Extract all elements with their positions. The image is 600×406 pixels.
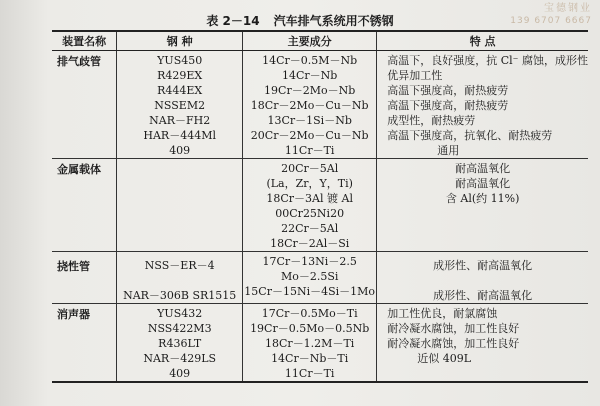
steel-grade: 409: [169, 367, 191, 380]
header-features: 特 点: [377, 31, 588, 51]
composition: 13Cr－1Si－Nb: [267, 114, 352, 127]
steel-grade: HAR－444Ml: [143, 129, 216, 142]
table-row: [52, 252, 588, 304]
composition: (La，Zr，Y，Ti): [266, 177, 353, 190]
steel-grade: [117, 273, 242, 288]
stainless-steel-table: [52, 30, 588, 383]
table-caption: 汽车排气系统用不锈钢: [273, 14, 394, 28]
feature: 高温下强度高，耐热疲劳: [387, 99, 509, 112]
feature: 通用: [437, 144, 460, 157]
composition: 20Cr－2Mo－Cu－Nb: [250, 129, 369, 142]
steel-grade: YUS432: [157, 307, 203, 320]
header-device: 装置名称: [52, 31, 117, 51]
feature: 高温下，良好强度，抗 Cl⁻ 腐蚀，成形性: [387, 54, 588, 67]
features-cell: [377, 159, 588, 252]
composition: 22Cr－5Al: [281, 222, 339, 235]
device-name: 消声器: [52, 304, 117, 383]
composition: 18Cr－2Al－Si: [270, 237, 350, 250]
steel-grade: NAR－306B SR1515: [123, 289, 237, 302]
table-number: 表 2－14: [206, 14, 260, 28]
composition: 17Cr－0.5Mo－Ti: [261, 307, 358, 320]
header-composition: 主要成分: [243, 31, 377, 51]
feature: 成形性、耐高温氧化: [433, 289, 533, 302]
feature: 成型性，耐热疲劳: [387, 114, 476, 127]
composition: 11Cr－Ti: [284, 367, 335, 380]
composition: 14Cr－Nb: [282, 69, 338, 82]
steel-cell: [117, 51, 243, 159]
feature: 耐冷凝水腐蚀，加工性良好: [387, 337, 520, 350]
steel-grade: NSS422M3: [147, 322, 212, 335]
steel-grade: NSS－ER－4: [144, 259, 215, 272]
composition: 11Cr－Ti: [284, 144, 335, 157]
header-steel: 钢 种: [117, 31, 243, 51]
steel-cell: [117, 304, 243, 383]
feature: 近似 409L: [417, 352, 472, 365]
device-name: 挠性管: [52, 252, 117, 304]
table-row: [52, 51, 588, 159]
steel-grade: YUS450: [157, 54, 203, 67]
feature: 高温下强度高，耐热疲劳: [387, 84, 509, 97]
watermark-company: 宝德钢业: [544, 3, 592, 14]
table-row: [52, 159, 588, 252]
watermark-phone: 139 6707 6667: [510, 16, 592, 26]
steel-cell: [117, 252, 243, 304]
header-row: [52, 31, 588, 51]
steel-grade: R429EX: [157, 69, 203, 82]
steel-cell: [117, 159, 243, 252]
table-row: [52, 304, 588, 383]
feature: 高温下强度高，抗氧化、耐热疲劳: [387, 129, 553, 142]
composition: 18Cr－1.2M－Ti: [265, 337, 355, 350]
composition-cell: [243, 159, 377, 252]
composition: 14Cr－Nb－Ti: [271, 352, 349, 365]
feature: 加工性优良，耐氯腐蚀: [387, 307, 498, 320]
composition: 00Cr25Ni20: [275, 207, 345, 220]
feature: 耐高温氧化: [455, 177, 511, 190]
composition: 18Cr－2Mo－Cu－Nb: [250, 99, 369, 112]
composition: 19Cr－0.5Mo－0.5Nb: [250, 322, 370, 335]
features-cell: [377, 51, 588, 159]
steel-grade: R444EX: [157, 84, 203, 97]
composition: 15Cr－15Ni－4Si－1Mo: [244, 285, 376, 298]
features-cell: [377, 304, 588, 383]
features-cell: [377, 252, 588, 304]
device-name: 排气歧管: [52, 51, 117, 159]
composition: 19Cr－2Mo－Nb: [264, 84, 356, 97]
composition-cell: [243, 252, 377, 304]
steel-grade: R436LT: [158, 337, 202, 350]
composition: 18Cr－3Al 镀 Al: [266, 192, 353, 205]
steel-grade: NAR－429LS: [143, 352, 217, 365]
steel-grade: NAR－FH2: [149, 114, 211, 127]
composition: Mo－2.5Si: [280, 270, 339, 283]
steel-grade: 409: [169, 144, 191, 157]
composition: 17Cr－13Ni－2.5: [262, 255, 357, 268]
feature: 耐冷凝水腐蚀，加工性良好: [387, 322, 520, 335]
composition: 20Cr－5Al: [281, 162, 339, 175]
feature: [377, 273, 588, 288]
feature: 含 Al(约 11%): [445, 192, 520, 205]
feature: 成形性、耐高温氧化: [433, 259, 533, 272]
table-title: [0, 12, 600, 29]
composition-cell: [243, 304, 377, 383]
feature: 优异加工性: [387, 69, 443, 82]
feature: 耐高温氧化: [455, 162, 511, 175]
device-name: 金属载体: [52, 159, 117, 252]
composition-cell: [243, 51, 377, 159]
composition: 14Cr－0.5M－Nb: [262, 54, 358, 67]
steel-grade: NSSEM2: [154, 99, 206, 112]
